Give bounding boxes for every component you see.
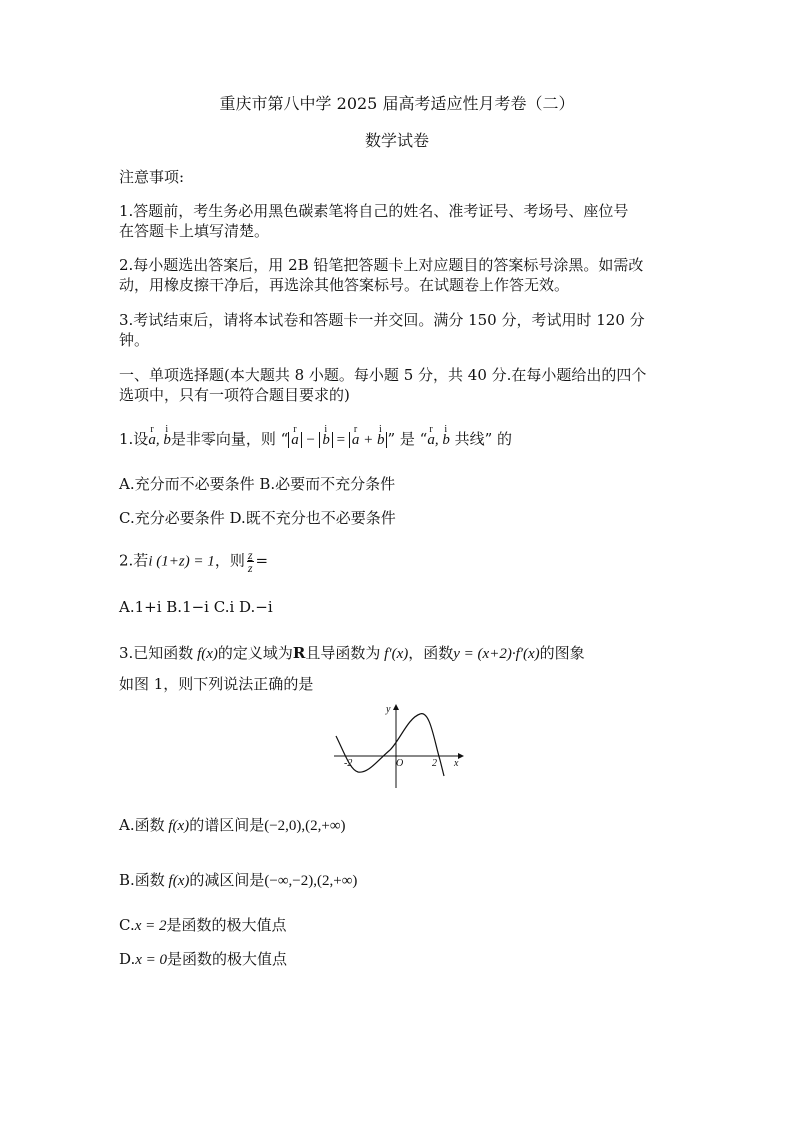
notice-item-1-line-2: 在答题卡上填写清楚。	[119, 222, 270, 240]
y-axis-label: y	[386, 704, 391, 715]
question-3-stem-line-1: 3.已知函数 f(x)的定义域为R且导函数为 f′(x)，函数y = (x+2)·f′(x)的图象	[119, 644, 585, 662]
notice-item-3-line-1: 3.考试结束后，请将本试卷和答题卡一并交回。满分 150 分，考试用时 120 分	[119, 311, 645, 329]
question-3-option-c: C.x = 2是函数的极大值点	[119, 916, 287, 934]
exam-title: 重庆市第八中学 2025 届高考适应性月考卷（二）	[219, 94, 575, 113]
section-heading-line-1: 一、单项选择题(本大题共 8 小题。每小题 5 分，共 40 分.在每小题给出的四个	[119, 366, 647, 384]
exam-subtitle: 数学试卷	[364, 131, 429, 150]
tick-label-pos2: 2	[432, 758, 437, 769]
question-1-options-line-2: C.充分必要条件 D.既不充分也不必要条件	[119, 509, 396, 527]
question-3-option-a: A.函数 f(x)的谱区间是(−2,0),(2,+∞)	[119, 816, 346, 834]
notice-item-2-line-2: 动，用橡皮擦干净后，再选涂其他答案标号。在试题卷上作答无效。	[119, 276, 570, 294]
question-3-option-d: D.x = 0是函数的极大值点	[119, 950, 288, 968]
notice-item-1-line-1: 1.答题前，考生务必用黑色碳素笔将自己的姓名、准考证号、考场号、座位号	[119, 202, 629, 220]
y-axis-arrow	[393, 704, 399, 710]
origin-label: O	[396, 758, 404, 769]
question-3-stem-line-2: 如图 1，则下列说法正确的是	[119, 675, 314, 693]
derivative-graph	[330, 700, 470, 790]
notice-item-2-line-1: 2.每小题选出答案后，用 2B 铅笔把答题卡上对应题目的答案标号涂黑。如需改	[119, 256, 644, 274]
question-1-options-line-1: A.充分而不必要条件 B.必要而不充分条件	[119, 475, 396, 493]
question-2-stem: 2.若i (1+z) = 1，则 $\frac{z}{z}$ =	[119, 548, 269, 575]
question-2-options: A.1+i B.1−i C.i D.−i	[119, 598, 273, 616]
question-1-stem: 1.设a r , b i 是非零向量，则 “ a r − b i = a r + b i ” 是 “a r , b i 共线” 的	[119, 424, 513, 448]
notice-heading: 注意事项:	[119, 168, 185, 186]
notice-item-3-line-2: 钟。	[119, 331, 150, 349]
question-3-option-b: B.函数 f(x)的减区间是(−∞,−2),(2,+∞)	[119, 871, 358, 889]
section-heading-line-2: 选项中，只有一项符合题目要求的)	[119, 386, 350, 404]
x-axis-arrow	[458, 753, 464, 759]
x-axis-label: x	[454, 758, 459, 769]
tick-label-neg2: -2	[344, 758, 353, 769]
